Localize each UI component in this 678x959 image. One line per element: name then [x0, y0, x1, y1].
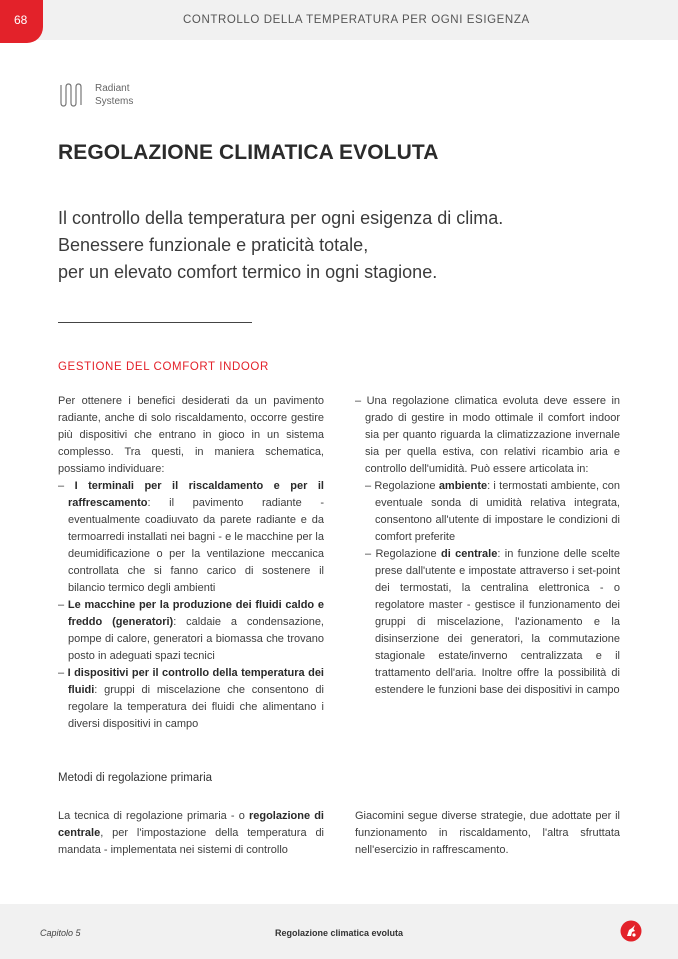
left-list-item: – I dispositivi per il controllo della temperatura dei fluidi: gruppi di miscelazione che consentono di regolare la temperatura dei fluidi che alimentano i diversi dispositivi in campo	[58, 667, 324, 730]
item-pre: Regolazione	[375, 548, 442, 560]
lead-line-2: Benessere funzionale e praticità totale,	[58, 235, 369, 255]
item-bold: di centrale	[441, 548, 498, 560]
para-bold: regolazione di centrale	[58, 810, 324, 839]
brand-line-2: Systems	[95, 96, 134, 107]
right-list-item: – Regolazione di centrale: in funzione delle scelte prese dall'utente e impostate attraverso i set-point dei termostati, la centralina elettronica - o regolatore master - gestisce il funzionamento dei gruppi di miscelazione, l'azionamento e la disinserzione dei generatori, la commutazione stagionale estate/inverno centralizzata e il trattamento dell'aria. Inoltre offre la possibilità di estendere le funzioni base dei dispositivi in campo	[365, 548, 620, 696]
lead-paragraph	[58, 205, 618, 286]
item-text: : il pavimento radiante - eventualmente coadiuvato da parete radiante e da termoarredi installati nei bagni - e le macchine per la deumidificazione o per la ventilazione meccanica controllata che si fanno carico di sostenere il bilancio termico degli ambienti	[68, 497, 324, 594]
bottom-left-paragraph	[58, 808, 324, 859]
footer-chapter: Capitolo 5	[40, 928, 81, 938]
item-bold: Le macchine per la produzione dei fluidi caldo e freddo (generatori)	[67, 599, 324, 628]
lead-line-3: per un elevato comfort termico in ogni stagione.	[58, 262, 438, 282]
left-list-item: – I terminali per il riscaldamento e per il raffrescamento: il pavimento radiante - eventualmente coadiuvato da parete radiante e da termoarredi installati nei bagni - e le macchine per la deumidificazione o per la ventilazione meccanica controllata che si fanno carico di sostenere il bilancio termico degli ambienti	[58, 480, 324, 594]
bottom-right-paragraph: Giacomini segue diverse strategie, due adottate per il funzionamento in riscaldamento, l'altra sfruttata nell'esercizio in raffrescamento.	[355, 810, 620, 856]
item-text: : i termostati ambiente, con eventuale sonda di umidità relativa integrata, consentono all'utente di impostare le condizioni di comfort preferite	[375, 480, 620, 543]
right-intro: – Una regolazione climatica evoluta deve essere in grado di gestire in modo ottimale il comfort indoor sia per quanto riguarda la climatizzazione invernale sia per quella estiva, con relativi ricambio aria e controllo dell'umidità. Può essere articolata in:	[355, 395, 620, 475]
item-pre: Regolazione	[374, 480, 439, 492]
brand-line-1: Radiant	[95, 83, 130, 94]
top-band	[0, 0, 678, 40]
page-title: REGOLAZIONE CLIMATICA EVOLUTA	[58, 141, 439, 164]
para-pre: La tecnica di regolazione primaria - o	[58, 810, 249, 822]
page-number-tab	[0, 0, 43, 43]
right-intro-text: Una regolazione climatica evoluta deve essere in grado di gestire in modo ottimale il comfort indoor sia per quanto riguarda la climatizzazione invernale sia per quella estiva, con relativi ricambio aria e controllo dell'umidità. Può essere articolata in:	[365, 395, 620, 475]
item-bold: I terminali per il riscaldamento e per il raffrescamento	[68, 480, 324, 509]
divider-rule	[58, 322, 252, 323]
left-list-item: – Le macchine per la produzione dei fluidi caldo e freddo (generatori): caldaie a condensazione, pompe di calore, generatori a biomassa che trovano posto in adeguati spazi tecnici	[58, 599, 324, 662]
right-list-item: – Regolazione ambiente: i termostati ambiente, con eventuale sonda di umidità relativa integrata, consentono all'utente di impostare le condizioni di comfort preferite	[365, 480, 620, 543]
footer-band	[0, 904, 678, 959]
radiant-coil-icon	[59, 82, 83, 108]
item-text: : gruppi di miscelazione che consentono di regolare la temperatura dei fluidi che alimentano i diversi dispositivi in campo	[68, 684, 324, 730]
item-text: : in funzione delle scelte prese dall'utente e impostate attraverso i set-point dei termostati, la centralina elettronica - o regolatore master - gestisce il funzionamento dei gruppi di miscelazione, l'azionamento e la disinserzione dei generatori, la commutazione stagionale estate/inverno centralizzata e il trattamento dell'aria. Inoltre offre la possibilità di estendere le funzioni base dei dispositivi in campo	[375, 548, 620, 696]
subsection-heading: Metodi di regolazione primaria	[58, 772, 213, 784]
bottom-right-column	[355, 808, 620, 859]
brand-text	[95, 82, 133, 108]
bottom-left-column	[58, 808, 324, 859]
para-text: , per l'impostazione della temperatura di mandata - implementata nei sistemi di controllo	[58, 827, 324, 856]
left-intro: Per ottenere i benefici desiderati da un pavimento radiante, anche di solo riscaldamento, occorre gestire più dispositivi che entrano in gioco in un sistema complesso. Tra questi, in maniera schematica, possiamo individuare:	[58, 395, 324, 475]
item-bold: ambiente	[438, 480, 488, 492]
lead-line-1: Il controllo della temperatura per ogni esigenza di clima.	[58, 208, 504, 228]
section-heading: GESTIONE DEL COMFORT INDOOR	[58, 361, 269, 373]
item-text: : caldaie a condensazione, pompe di calore, generatori a biomassa che trovano posto in adeguati spazi tecnici	[68, 616, 324, 662]
item-bold: I dispositivi per il controllo della temperatura dei fluidi	[67, 667, 324, 696]
brand-mark	[59, 82, 133, 108]
left-column	[58, 393, 324, 733]
right-column	[355, 393, 620, 699]
page-number: 68	[14, 13, 28, 27]
footer-title: Regolazione climatica evoluta	[275, 928, 404, 938]
running-title: CONTROLLO DELLA TEMPERATURA PER OGNI ESIGENZA	[183, 14, 530, 26]
giacomini-logo-icon	[620, 920, 642, 942]
